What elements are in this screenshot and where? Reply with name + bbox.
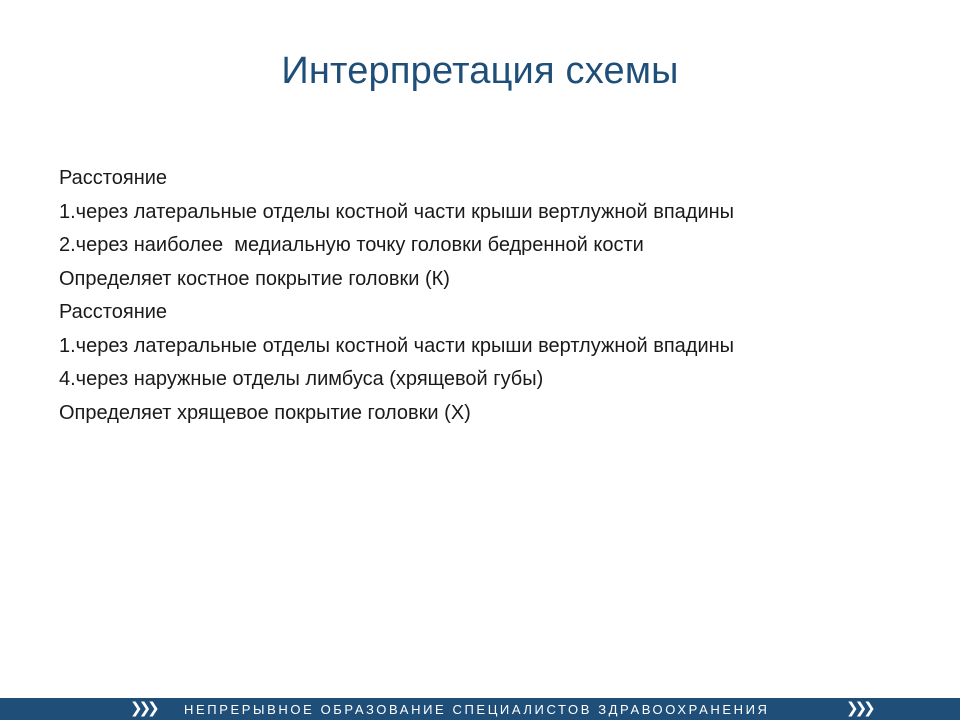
slide-title: Интерпретация схемы xyxy=(281,50,679,92)
body-line: Расстояние xyxy=(59,301,168,323)
body-line: 2.через наиболее медиальную точку головки бедренной кости xyxy=(59,234,644,256)
body-line: 1.через латеральные отделы костной части крыши вертлужной впадины xyxy=(59,200,735,223)
double-chevron-right-icon: ❯❯❯ xyxy=(846,700,872,717)
body-line: Определяет костное покрытие головки (К) xyxy=(59,267,450,290)
body-line: Расстояние xyxy=(59,167,168,189)
footer-bar xyxy=(0,698,960,720)
body-line: Определяет хрящевое покрытие головки (Х) xyxy=(59,401,471,424)
body-line: 4.через наружные отделы лимбуса (хрящевой губы) xyxy=(59,368,544,390)
slide-body xyxy=(59,162,919,430)
body-line: 1.через латеральные отделы костной части крыши вертлужной впадины xyxy=(59,334,735,357)
double-chevron-right-icon: ❯❯❯ xyxy=(130,700,156,717)
footer-text: НЕПРЕРЫВНОЕ ОБРАЗОВАНИЕ СПЕЦИАЛИСТОВ ЗДРАВООХРАНЕНИЯ xyxy=(184,702,770,717)
